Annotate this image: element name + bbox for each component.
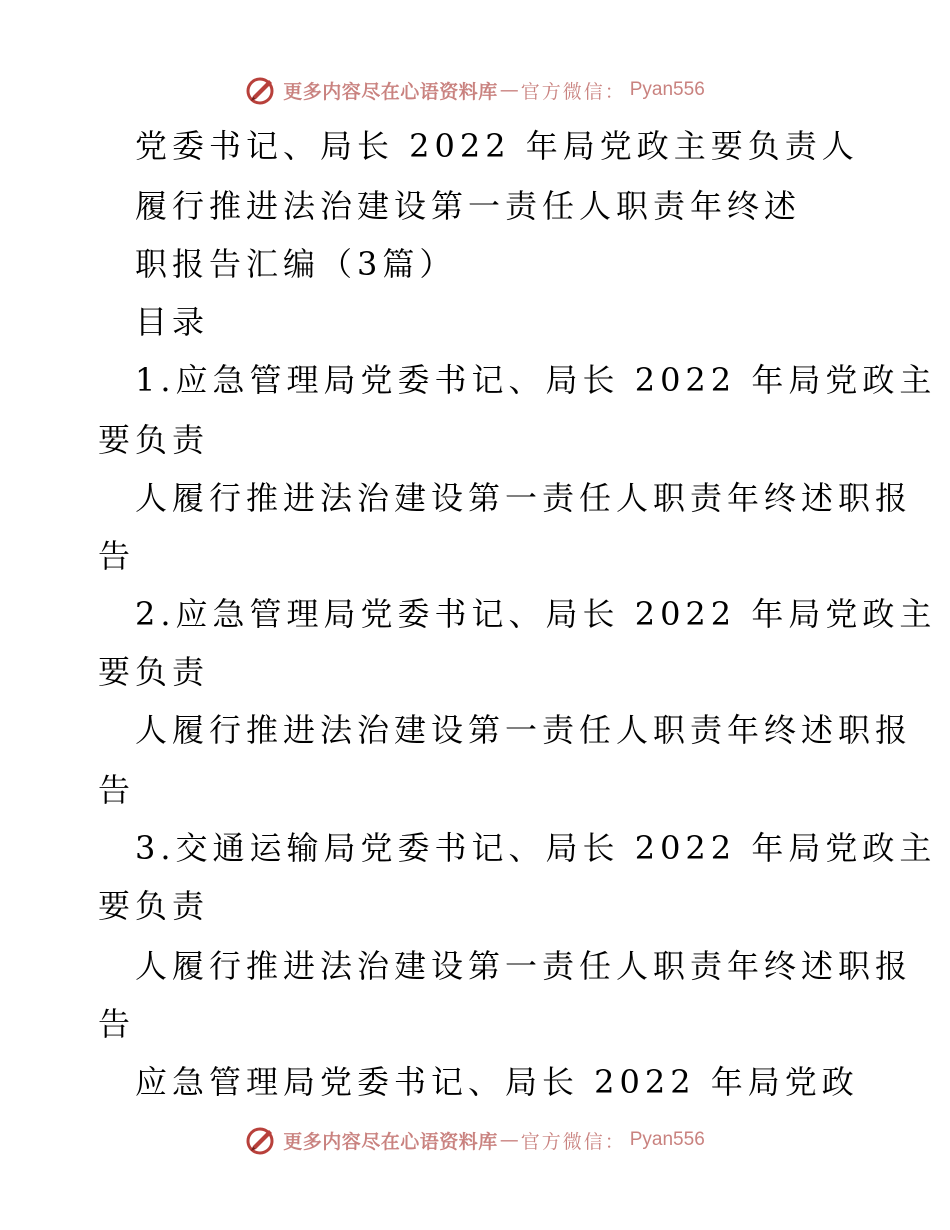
- watermark-wechat-id: Pyan556: [629, 1129, 705, 1150]
- pen-logo-icon: [245, 1124, 277, 1156]
- toc-heading: 目录: [135, 303, 210, 341]
- toc-item-1-line-1: 1.应急管理局党委书记、局长 2022 年局党政主: [135, 361, 937, 399]
- toc-item-2-line-2: 要负责: [98, 653, 210, 691]
- body-heading-line: 应急管理局党委书记、局长 2022 年局党政: [135, 1063, 859, 1101]
- toc-item-2-line-4: 告: [98, 771, 136, 809]
- watermark-official-label: 官方微信：: [520, 80, 626, 103]
- watermark-wechat-id: Pyan556: [629, 79, 705, 100]
- toc-item-2-line-3: 人履行推进法治建设第一责任人职责年终述职报: [135, 711, 913, 749]
- watermark-dash: —: [499, 1129, 519, 1151]
- toc-item-3-line-2: 要负责: [98, 887, 210, 925]
- watermark-text: 更多内容尽在心语资料库: [283, 1130, 498, 1153]
- header-watermark: [0, 70, 950, 110]
- toc-item-2-line-1: 2.应急管理局党委书记、局长 2022 年局党政主: [135, 595, 937, 633]
- document-title-line-2: 履行推进法治建设第一责任人职责年终述: [135, 187, 802, 225]
- document-title-line-3: 职报告汇编（3篇）: [135, 245, 457, 283]
- toc-item-3-line-4: 告: [98, 1005, 136, 1043]
- document-title-line-1: 党委书记、局长 2022 年局党政主要负责人: [135, 127, 859, 165]
- toc-item-1-line-4: 告: [98, 537, 136, 575]
- pen-logo-icon: [245, 74, 277, 106]
- toc-item-1-line-2: 要负责: [98, 421, 210, 459]
- toc-item-3-line-3: 人履行推进法治建设第一责任人职责年终述职报: [135, 947, 913, 985]
- watermark-dash: —: [499, 79, 519, 101]
- toc-item-1-line-3: 人履行推进法治建设第一责任人职责年终述职报: [135, 479, 913, 517]
- watermark-official-label: 官方微信：: [520, 1130, 626, 1153]
- footer-watermark: [0, 1120, 950, 1160]
- watermark-text: 更多内容尽在心语资料库: [283, 80, 498, 103]
- toc-item-3-line-1: 3.交通运输局党委书记、局长 2022 年局党政主: [135, 829, 937, 867]
